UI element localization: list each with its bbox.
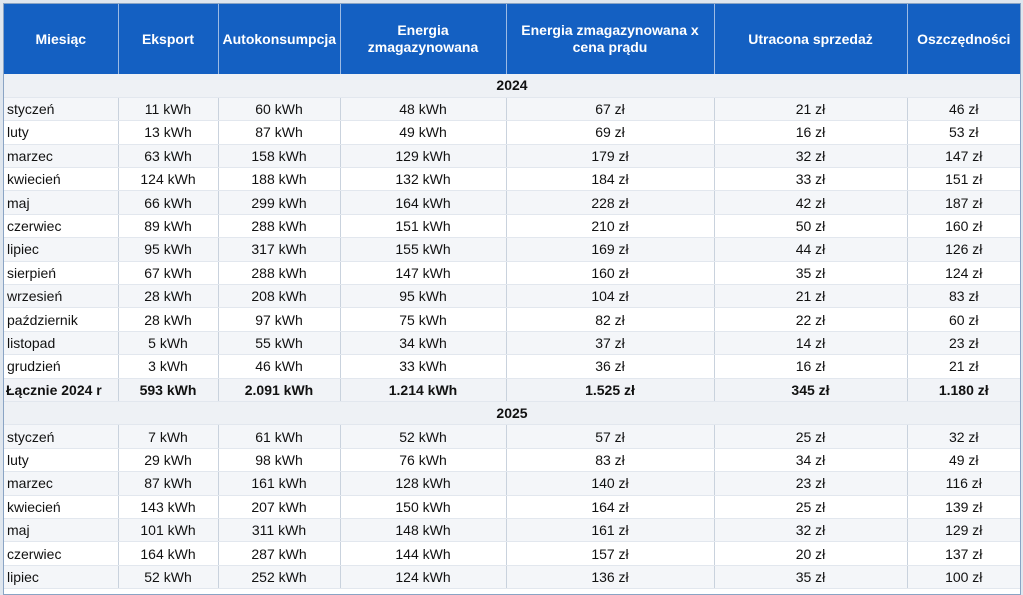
self-consumption-cell: 288 kWh (218, 214, 340, 237)
header-stored-energy-value: Energia zmagazynowana x cena prądu (506, 4, 714, 74)
table-row (4, 214, 1020, 237)
table-row (4, 425, 1020, 448)
stored-energy-cell: 148 kWh (340, 518, 506, 541)
month-cell: czerwiec (4, 542, 118, 565)
table-row (4, 331, 1020, 354)
month-cell: lipiec (4, 238, 118, 261)
savings-cell: 49 zł (907, 448, 1020, 471)
self-consumption-cell: 299 kWh (218, 191, 340, 214)
month-cell: marzec (4, 144, 118, 167)
table-row (4, 285, 1020, 308)
stored-energy-value-cell: 184 zł (506, 168, 714, 191)
self-consumption-cell: 55 kWh (218, 331, 340, 354)
savings-cell: 46 zł (907, 97, 1020, 120)
self-consumption-cell: 208 kWh (218, 285, 340, 308)
month-cell: Łącznie 2024 r (4, 378, 118, 401)
stored-energy-cell: 150 kWh (340, 495, 506, 518)
header-export: Eksport (118, 4, 218, 74)
lost-sales-cell: 32 zł (714, 144, 907, 167)
self-consumption-cell: 188 kWh (218, 168, 340, 191)
self-consumption-cell: 97 kWh (218, 308, 340, 331)
lost-sales-cell: 21 zł (714, 285, 907, 308)
export-cell: 124 kWh (118, 168, 218, 191)
lost-sales-cell: 25 zł (714, 425, 907, 448)
stored-energy-value-cell: 37 zł (506, 331, 714, 354)
savings-cell: 23 zł (907, 331, 1020, 354)
export-cell: 28 kWh (118, 308, 218, 331)
table-row (4, 518, 1020, 541)
self-consumption-cell: 161 kWh (218, 472, 340, 495)
header-month: Miesiąc (4, 4, 118, 74)
lost-sales-cell: 42 zł (714, 191, 907, 214)
energy-savings-table (4, 4, 1020, 589)
lost-sales-cell: 25 zł (714, 495, 907, 518)
export-cell: 95 kWh (118, 238, 218, 261)
month-cell: maj (4, 518, 118, 541)
month-cell: styczeń (4, 97, 118, 120)
stored-energy-value-cell: 1.525 zł (506, 378, 714, 401)
stored-energy-cell: 48 kWh (340, 97, 506, 120)
table-row (4, 355, 1020, 378)
month-cell: sierpień (4, 261, 118, 284)
stored-energy-cell: 128 kWh (340, 472, 506, 495)
export-cell: 5 kWh (118, 331, 218, 354)
table-row (4, 121, 1020, 144)
header-lost-sales: Utracona sprzedaż (714, 4, 907, 74)
header-stored-energy: Energia zmagazynowana (340, 4, 506, 74)
year-label: 2025 (4, 401, 1020, 424)
stored-energy-cell: 164 kWh (340, 191, 506, 214)
stored-energy-value-cell: 164 zł (506, 495, 714, 518)
month-cell: październik (4, 308, 118, 331)
export-cell: 164 kWh (118, 542, 218, 565)
savings-cell: 129 zł (907, 518, 1020, 541)
month-cell: wrzesień (4, 285, 118, 308)
savings-cell: 83 zł (907, 285, 1020, 308)
header-self-consumption: Autokonsumpcja (218, 4, 340, 74)
export-cell: 11 kWh (118, 97, 218, 120)
lost-sales-cell: 44 zł (714, 238, 907, 261)
stored-energy-value-cell: 169 zł (506, 238, 714, 261)
savings-cell: 151 zł (907, 168, 1020, 191)
table-row (4, 238, 1020, 261)
export-cell: 29 kWh (118, 448, 218, 471)
savings-cell: 60 zł (907, 308, 1020, 331)
lost-sales-cell: 22 zł (714, 308, 907, 331)
stored-energy-value-cell: 160 zł (506, 261, 714, 284)
month-cell: kwiecień (4, 168, 118, 191)
month-cell: listopad (4, 331, 118, 354)
stored-energy-value-cell: 161 zł (506, 518, 714, 541)
table-row (4, 308, 1020, 331)
lost-sales-cell: 14 zł (714, 331, 907, 354)
lost-sales-cell: 345 zł (714, 378, 907, 401)
table-row (4, 448, 1020, 471)
stored-energy-value-cell: 228 zł (506, 191, 714, 214)
stored-energy-cell: 129 kWh (340, 144, 506, 167)
export-cell: 87 kWh (118, 472, 218, 495)
lost-sales-cell: 20 zł (714, 542, 907, 565)
year-separator-row (4, 74, 1020, 97)
self-consumption-cell: 288 kWh (218, 261, 340, 284)
stored-energy-cell: 155 kWh (340, 238, 506, 261)
stored-energy-value-cell: 210 zł (506, 214, 714, 237)
stored-energy-cell: 124 kWh (340, 565, 506, 588)
lost-sales-cell: 21 zł (714, 97, 907, 120)
header-savings: Oszczędności (907, 4, 1020, 74)
export-cell: 52 kWh (118, 565, 218, 588)
table-row (4, 97, 1020, 120)
stored-energy-value-cell: 83 zł (506, 448, 714, 471)
energy-table-container (3, 3, 1021, 595)
table-header-row (4, 4, 1020, 74)
lost-sales-cell: 35 zł (714, 565, 907, 588)
self-consumption-cell: 311 kWh (218, 518, 340, 541)
month-cell: grudzień (4, 355, 118, 378)
savings-cell: 21 zł (907, 355, 1020, 378)
table-row (4, 542, 1020, 565)
export-cell: 593 kWh (118, 378, 218, 401)
table-row (4, 191, 1020, 214)
total-row-2024 (4, 378, 1020, 401)
stored-energy-cell: 151 kWh (340, 214, 506, 237)
self-consumption-cell: 46 kWh (218, 355, 340, 378)
lost-sales-cell: 32 zł (714, 518, 907, 541)
table-row (4, 261, 1020, 284)
savings-cell: 147 zł (907, 144, 1020, 167)
export-cell: 63 kWh (118, 144, 218, 167)
lost-sales-cell: 16 zł (714, 121, 907, 144)
savings-cell: 1.180 zł (907, 378, 1020, 401)
stored-energy-value-cell: 179 zł (506, 144, 714, 167)
stored-energy-cell: 52 kWh (340, 425, 506, 448)
stored-energy-cell: 95 kWh (340, 285, 506, 308)
export-cell: 13 kWh (118, 121, 218, 144)
lost-sales-cell: 23 zł (714, 472, 907, 495)
stored-energy-value-cell: 67 zł (506, 97, 714, 120)
savings-cell: 100 zł (907, 565, 1020, 588)
self-consumption-cell: 252 kWh (218, 565, 340, 588)
export-cell: 89 kWh (118, 214, 218, 237)
month-cell: luty (4, 121, 118, 144)
stored-energy-cell: 1.214 kWh (340, 378, 506, 401)
savings-cell: 187 zł (907, 191, 1020, 214)
savings-cell: 139 zł (907, 495, 1020, 518)
self-consumption-cell: 287 kWh (218, 542, 340, 565)
export-cell: 28 kWh (118, 285, 218, 308)
self-consumption-cell: 207 kWh (218, 495, 340, 518)
export-cell: 66 kWh (118, 191, 218, 214)
year-label: 2024 (4, 74, 1020, 97)
stored-energy-cell: 144 kWh (340, 542, 506, 565)
self-consumption-cell: 61 kWh (218, 425, 340, 448)
stored-energy-cell: 34 kWh (340, 331, 506, 354)
stored-energy-cell: 49 kWh (340, 121, 506, 144)
export-cell: 101 kWh (118, 518, 218, 541)
savings-cell: 137 zł (907, 542, 1020, 565)
self-consumption-cell: 158 kWh (218, 144, 340, 167)
lost-sales-cell: 35 zł (714, 261, 907, 284)
stored-energy-value-cell: 57 zł (506, 425, 714, 448)
self-consumption-cell: 98 kWh (218, 448, 340, 471)
stored-energy-cell: 147 kWh (340, 261, 506, 284)
stored-energy-value-cell: 69 zł (506, 121, 714, 144)
table-row (4, 168, 1020, 191)
table-row (4, 495, 1020, 518)
stored-energy-cell: 75 kWh (340, 308, 506, 331)
lost-sales-cell: 34 zł (714, 448, 907, 471)
export-cell: 3 kWh (118, 355, 218, 378)
self-consumption-cell: 2.091 kWh (218, 378, 340, 401)
stored-energy-value-cell: 36 zł (506, 355, 714, 378)
export-cell: 7 kWh (118, 425, 218, 448)
month-cell: maj (4, 191, 118, 214)
month-cell: czerwiec (4, 214, 118, 237)
self-consumption-cell: 87 kWh (218, 121, 340, 144)
lost-sales-cell: 33 zł (714, 168, 907, 191)
table-row (4, 144, 1020, 167)
stored-energy-cell: 33 kWh (340, 355, 506, 378)
stored-energy-value-cell: 157 zł (506, 542, 714, 565)
savings-cell: 116 zł (907, 472, 1020, 495)
self-consumption-cell: 317 kWh (218, 238, 340, 261)
stored-energy-value-cell: 136 zł (506, 565, 714, 588)
stored-energy-value-cell: 140 zł (506, 472, 714, 495)
stored-energy-value-cell: 82 zł (506, 308, 714, 331)
month-cell: styczeń (4, 425, 118, 448)
lost-sales-cell: 16 zł (714, 355, 907, 378)
stored-energy-cell: 76 kWh (340, 448, 506, 471)
table-row (4, 565, 1020, 588)
savings-cell: 160 zł (907, 214, 1020, 237)
month-cell: luty (4, 448, 118, 471)
savings-cell: 32 zł (907, 425, 1020, 448)
month-cell: marzec (4, 472, 118, 495)
export-cell: 67 kWh (118, 261, 218, 284)
month-cell: kwiecień (4, 495, 118, 518)
export-cell: 143 kWh (118, 495, 218, 518)
year-separator-row (4, 401, 1020, 424)
lost-sales-cell: 50 zł (714, 214, 907, 237)
stored-energy-cell: 132 kWh (340, 168, 506, 191)
month-cell: lipiec (4, 565, 118, 588)
savings-cell: 124 zł (907, 261, 1020, 284)
stored-energy-value-cell: 104 zł (506, 285, 714, 308)
table-row (4, 472, 1020, 495)
savings-cell: 53 zł (907, 121, 1020, 144)
self-consumption-cell: 60 kWh (218, 97, 340, 120)
savings-cell: 126 zł (907, 238, 1020, 261)
